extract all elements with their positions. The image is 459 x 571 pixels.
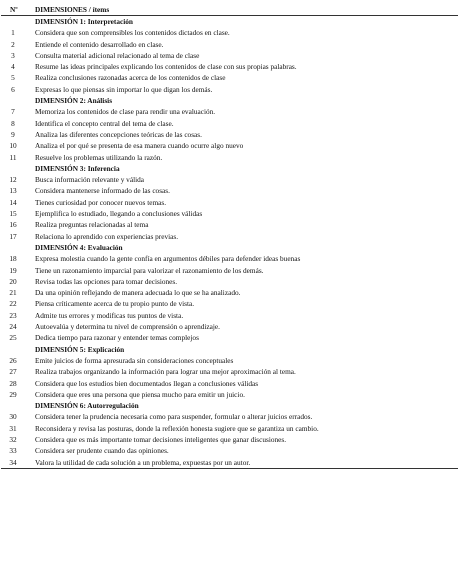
item-number: 9 [11,129,15,139]
item-row [1,39,458,50]
item-row [1,389,458,400]
item-text: Analiza las diferentes concepciones teóricas de las cosas. [35,129,202,139]
item-text: Revisa todas las opciones para tomar decisiones. [35,276,178,286]
item-text: Considera ser prudente cuando das opiniones. [35,446,169,456]
item-number: 25 [9,333,17,343]
item-number: 1 [11,28,15,38]
item-number: 10 [9,141,17,151]
item-row [1,118,458,129]
dimension-title: DIMENSIÓN 2: Análisis [35,96,113,106]
table-header-row [1,4,458,16]
item-number: 22 [9,299,17,309]
item-number: 11 [9,152,17,162]
item-number: 24 [9,322,17,332]
item-row [1,423,458,434]
item-number: 6 [11,84,15,94]
item-text: Entiende el contenido desarrollado en clase. [35,39,164,49]
item-text: Memoriza los contenidos de clase para rendir una evaluación. [35,107,216,117]
item-row [1,231,458,242]
dimension-row [1,344,458,355]
item-number [1,242,31,253]
item-row [1,457,458,469]
item-text: Piensa críticamente acerca de tu propio punto de vista. [35,299,195,309]
item-row [1,321,458,332]
item-row [1,152,458,163]
item-number: 8 [11,118,15,128]
item-number [1,400,31,411]
item-row [1,208,458,219]
item-row [1,332,458,343]
item-number: 32 [9,434,17,444]
item-number: 19 [9,265,17,275]
item-number: 27 [9,367,17,377]
item-number: 3 [11,50,15,60]
item-row [1,197,458,208]
item-text: Considera que son comprensibles los contenidos dictados en clase. [35,28,230,38]
dimension-row [1,163,458,174]
item-row [1,287,458,298]
item-text: Considera mantenerse informado de las cosas. [35,186,170,196]
item-text: Dedica tiempo para razonar y entender temas complejos [35,333,199,343]
item-row [1,219,458,230]
item-row [1,27,458,38]
item-row [1,140,458,151]
item-text: Considera que los estudios bien documentados llegan a conclusiones válidas [35,378,259,388]
item-text: Ejemplifica lo estudiado, llegando a conclusiones válidas [35,209,203,219]
item-text: Resume las ideas principales explicando los contenidos de clase con sus propias palabras. [35,62,297,72]
item-text: Tienes curiosidad por conocer nuevos temas. [35,197,167,207]
item-row [1,253,458,264]
header-title: DIMENSIONES / ítems [31,4,458,16]
item-text: Realiza preguntas relacionadas al tema [35,220,149,230]
item-number: 31 [9,423,17,433]
item-text: Expresas lo que piensas sin importar lo que digan los demás. [35,84,213,94]
item-number: 7 [11,107,15,117]
dimension-row [1,242,458,253]
item-text: Consulta material adicional relacionado al tema de clase [35,50,200,60]
item-text: Expresa molestia cuando la gente confía en argumentos débiles para defender ideas buenas [35,254,301,264]
item-number: 23 [9,310,17,320]
item-text: Realiza conclusiones razonadas acerca de los contenidos de clase [35,73,226,83]
item-number [1,16,31,28]
item-row [1,84,458,95]
item-row [1,276,458,287]
item-row [1,106,458,117]
item-number: 17 [9,231,17,241]
item-row [1,298,458,309]
item-row [1,72,458,83]
item-number: 33 [9,446,17,456]
item-row [1,310,458,321]
item-text: Da una opinión reflejando de manera adecuada lo que se ha analizado. [35,288,241,298]
item-number: 16 [9,220,17,230]
item-text: Autoevalúa y determina tu nivel de comprensión o aprendizaje. [35,322,220,332]
item-number: 28 [9,378,17,388]
item-row [1,185,458,196]
item-row [1,129,458,140]
item-number: 4 [11,62,15,72]
item-text: Identifica el concepto central del tema de clase. [35,118,174,128]
item-number: 29 [9,389,17,399]
item-text: Tiene un razonamiento imparcial para valorizar el razonamiento de los demás. [35,265,264,275]
item-number: 30 [9,412,17,422]
item-number: 18 [9,254,17,264]
item-number: 13 [9,186,17,196]
dimension-row [1,400,458,411]
item-row [1,61,458,72]
item-text: Admite tus errores y modificas tus puntos de vista. [35,310,184,320]
item-text: Realiza trabajos organizando la información para lograr una mejor aproximación al tema. [35,367,296,377]
dimension-title: DIMENSIÓN 3: Inferencia [35,163,120,173]
dimension-title: DIMENSIÓN 4: Evaluación [35,242,123,252]
item-text: Considera que es más importante tomar decisiones inteligentes que ganar discusiones. [35,434,287,444]
dimension-title: DIMENSIÓN 6: Autorregulación [35,401,139,411]
item-text: Valora la utilidad de cada solución a un problema, expuestas por un autor. [31,457,458,469]
item-row [1,174,458,185]
item-number: 2 [11,39,15,49]
item-row [1,366,458,377]
item-text: Relaciona lo aprendido con experiencias previas. [35,231,179,241]
item-number: 5 [11,73,15,83]
dimension-title: DIMENSIÓN 1: Interpretación [35,17,133,26]
item-number [1,344,31,355]
item-number: 26 [9,355,17,365]
item-text: Considera tener la prudencia necesaria como para suspender, formular o alterar juicios errados. [35,412,313,422]
table-body [1,16,458,469]
item-number: 21 [9,288,17,298]
item-text: Reconsidera y revisa las posturas, donde la reflexión honesta sugiere que se garantiza un cambio. [35,423,319,433]
item-text: Emite juicios de forma apresurada sin consideraciones conceptuales [35,355,234,365]
dimension-title: DIMENSIÓN 5: Explicación [35,344,125,354]
item-number: 15 [9,209,17,219]
item-number: 34 [1,457,31,469]
item-row [1,411,458,422]
item-row [1,445,458,456]
item-row [1,265,458,276]
item-number: 12 [9,175,17,185]
header-number: Nº [1,4,31,16]
items-table [1,4,458,469]
dimension-row [1,95,458,106]
item-number: 20 [9,276,17,286]
item-number [1,163,31,174]
item-row [1,378,458,389]
item-text: Considera que eres una persona que piensa mucho para emitir un juicio. [35,389,245,399]
item-number [1,95,31,106]
item-row [1,50,458,61]
item-number: 14 [9,197,17,207]
item-row [1,355,458,366]
item-row [1,434,458,445]
item-text: Analiza el por qué se presenta de esa manera cuando ocurre algo nuevo [35,141,244,151]
item-text: Resuelve los problemas utilizando la razón. [35,152,163,162]
item-text: Busca información relevante y válida [35,175,145,185]
dimension-row [1,16,458,28]
